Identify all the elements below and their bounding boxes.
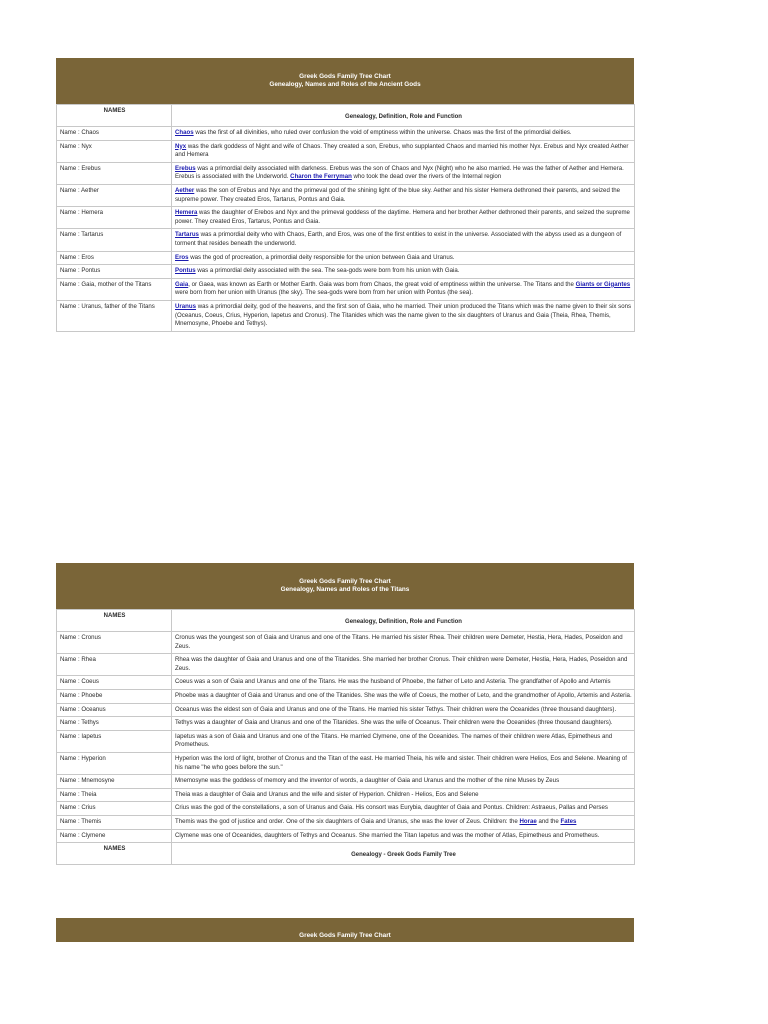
related-link[interactable]: Fates [560, 817, 577, 825]
table-row [57, 730, 635, 752]
table-row [57, 278, 635, 300]
deity-name-cell: Name : Theia [57, 788, 172, 802]
description-text: Rhea was the daughter of Gaia and Uranus and one of the Titanides. She married her brother Cronus. Their children were Demeter, Hestia, Hera, Hades, Poseidon and Zeus. [175, 656, 628, 672]
deity-name-cell: Name : Themis [57, 815, 172, 829]
deity-name-cell: Name : Hemera [57, 207, 172, 229]
table-row [57, 752, 635, 774]
description-text: was a primordial deity, god of the heavens, and the first son of Gaia, who he married. Their union produced the Titans which was the name given to their six sons (Oceanus, Coeus, Crius, Hyperion, Iapetus and Cronus). The Titanides which was the name given to the six daughters of Uranus and Gaia (Theia, Rhea, Themis, Mnemosyne, Phoebe and Tethys). [175, 302, 632, 328]
table-row [57, 802, 635, 816]
deity-name-cell: Name : Erebus [57, 162, 172, 184]
table-row [57, 127, 635, 141]
description-text: Tethys was a daughter of Gaia and Uranus and one of the Titanides. She was the wife of Oceanus. Their children were the Oceanides (three thousand daughters). [175, 719, 613, 727]
chart-header [56, 563, 634, 609]
table-row [57, 207, 635, 229]
description-text: was the son of Erebus and Nyx and the primeval god of the shining light of the blue sky. Aether and his sister Hemera dethroned their parents, and seized the supreme power. They created Eros, Tartarus, Pontus and Gaia. [175, 186, 620, 203]
description-text: Mnemosyne was the goddess of memory and the inventor of words, a daughter of Gaia and Uranus and the mother of the nine Muses by Zeus [175, 777, 560, 785]
chart-header [56, 58, 634, 104]
description-text: , or Gaea, was known as Earth or Mother Earth. Gaia was born from Chaos, the great void of emptiness within the universe. The Titans and the [188, 280, 576, 288]
related-link[interactable]: Giants or Gigantes [575, 280, 631, 288]
deity-description-cell [172, 815, 635, 829]
deity-description-cell [172, 829, 635, 843]
deity-description-cell [172, 802, 635, 816]
chart-title: Greek Gods Family Tree Chart [299, 578, 391, 585]
table-row [57, 788, 635, 802]
table-row [57, 265, 635, 279]
deity-link[interactable]: Gaia [175, 280, 189, 288]
description-text: was a primordial deity who with Chaos, Earth, and Eros, was one of the first entities to exist in the universe. Associated with the abyss used as a dungeon of torment that resides beneath the underworld. [175, 231, 622, 247]
deity-name-cell: Name : Cronus [57, 632, 172, 654]
deity-description-cell [172, 251, 635, 265]
deity-description-cell [172, 300, 635, 331]
chart-subtitle: Genealogy, Names and Roles of the Titans [280, 586, 410, 593]
deity-description-cell [172, 717, 635, 731]
table-row [57, 703, 635, 717]
description-text: Themis was the god of justice and order. One of the six daughters of Gaia and Uranus, she was the lover of Zeus. Children: the [175, 817, 520, 825]
deity-description-cell [172, 229, 635, 251]
deity-name-cell: Name : Gaia, mother of the Titans [57, 278, 172, 300]
description-text: was the dark goddess of Night and wife of Chaos. They created a son, Erebus, who supplanted Chaos and married his mother Nyx. Erebus and Nyx created Aether and Hemera [175, 142, 629, 159]
column-header-names: NAMES [57, 610, 172, 632]
deity-link[interactable]: Hemera [175, 209, 198, 217]
table-row [57, 717, 635, 731]
table-row [57, 654, 635, 676]
deity-link[interactable]: Aether [175, 186, 195, 194]
deity-name-cell: Name : Phoebe [57, 689, 172, 703]
deity-name-cell: Name : Nyx [57, 140, 172, 162]
deity-link[interactable]: Uranus [175, 302, 196, 310]
deity-name-cell: Name : Rhea [57, 654, 172, 676]
column-header-names: NAMES [57, 105, 172, 127]
description-text: Cronus was the youngest son of Gaia and Uranus and one of the Titans. He married his sister Rhea. Their children were Demeter, Hestia, Hera, Hades, Poseidon and Zeus. [175, 634, 623, 650]
deity-link[interactable]: Pontus [175, 267, 196, 275]
table-row [57, 184, 635, 206]
deity-description-cell [172, 788, 635, 802]
deity-description-cell [172, 730, 635, 752]
bottom-chart-header [56, 918, 634, 942]
chart-title: Greek Gods Family Tree Chart [299, 73, 391, 80]
table-row [57, 815, 635, 829]
deity-description-cell [172, 278, 635, 300]
description-text: who took the dead over the rivers of the Internal region [351, 173, 502, 181]
deity-description-cell [172, 265, 635, 279]
deity-description-cell [172, 752, 635, 774]
deity-name-cell: Name : Iapetus [57, 730, 172, 752]
deity-description-cell [172, 140, 635, 162]
footer-header-names: NAMES [57, 843, 172, 865]
table-row [57, 162, 635, 184]
deity-description-cell [172, 703, 635, 717]
related-link[interactable]: Charon the Ferryman [290, 173, 352, 181]
deity-name-cell: Name : Clymene [57, 829, 172, 843]
description-text: Oceanus was the eldest son of Gaia and Uranus and one of the Titans. He married his sister Tethys. Their children were the Oceanides (three thousand daughters). [175, 705, 617, 713]
ancient-gods-chart [56, 58, 634, 332]
table-row [57, 676, 635, 690]
description-text: Clymene was one of Oceanides, daughters of Tethys and Oceanus. She married the Titan Iapetus and was the mother of Atlas, Epimetheus and Prometheus. [175, 831, 600, 839]
table-row [57, 632, 635, 654]
description-text: Coeus was a son of Gaia and Uranus and one of the Titans. He was the husband of Phoebe, the father of Leto and Asteria. The grandfather of Apollo and Artemis [175, 678, 611, 686]
description-text: was a primordial deity associated with darkness. Erebus was the son of Chaos and Nyx (Night) who he also married. He was the father of Aether and Hemera. Erebus is associated with the Underworld. [175, 164, 624, 181]
description-text: Iapetus was a son of Gaia and Uranus and one of the Titans. He married Clymene, one of the Oceanides. The names of their children were Atlas, Epimetheus and Prometheus. [175, 732, 613, 749]
table-header-row [57, 610, 635, 632]
deity-name-cell: Name : Oceanus [57, 703, 172, 717]
description-text: Crius was the god of the constellations, a son of Uranus and Gaia. His consort was Eurybia, daughter of Gaia and Pontus. Children: Astraeus, Pallas and Perses [175, 804, 608, 812]
description-text: Hyperion was the lord of light, brother of Cronus and the Titan of the east. He married Theia, his wife and sister. Their children were Helios, Eos and Selene. Meaning of his name "he who goes before the sun." [175, 754, 627, 771]
genealogy-table [56, 609, 635, 865]
description-text: was a primordial deity associated with the sea. The sea-gods were born from his union with Gaia. [195, 267, 460, 275]
deity-name-cell: Name : Tethys [57, 717, 172, 731]
deity-link[interactable]: Eros [175, 253, 189, 261]
chart-subtitle: Genealogy, Names and Roles of the Ancient Gods [269, 81, 421, 88]
deity-name-cell: Name : Chaos [57, 127, 172, 141]
titans-chart [56, 563, 634, 865]
description-text: Phoebe was a daughter of Gaia and Uranus and one of the Titanides. She was the wife of Coeus, the mother of Leto, and the grandmother of Apollo, Artemis and Asteria. [175, 691, 632, 699]
table-row [57, 829, 635, 843]
description-text: were born from her union with Uranus (the sky). The sea-gods were born from her union with Pontus (the sea). [175, 289, 473, 297]
deity-name-cell: Name : Eros [57, 251, 172, 265]
deity-name-cell: Name : Aether [57, 184, 172, 206]
genealogy-table [56, 104, 635, 332]
deity-name-cell: Name : Pontus [57, 265, 172, 279]
table-row [57, 300, 635, 331]
description-text: was the daughter of Erebos and Nyx and the primeval goddess of the daytime. Hemera and her brother Aether dethroned their parents, and seized the supreme power. They created Eros, Tartarus, Pontus and Gaia. [175, 209, 630, 225]
related-link[interactable]: Horae [519, 817, 537, 825]
table-footer-row [57, 843, 635, 865]
deity-name-cell: Name : Hyperion [57, 752, 172, 774]
deity-name-cell: Name : Coeus [57, 676, 172, 690]
deity-description-cell [172, 184, 635, 206]
description-text: Theia was a daughter of Gaia and Uranus and the wife and sister of Hyperion. Children - Helios, Eos and Selene [175, 790, 479, 798]
deity-link[interactable]: Chaos [175, 129, 194, 136]
deity-name-cell: Name : Mnemosyne [57, 775, 172, 789]
deity-name-cell: Name : Uranus, father of the Titans [57, 300, 172, 331]
deity-description-cell [172, 689, 635, 703]
table-header-row [57, 105, 635, 127]
table-row [57, 229, 635, 251]
deity-link[interactable]: Tartarus [175, 231, 199, 239]
deity-name-cell: Name : Crius [57, 802, 172, 816]
deity-description-cell [172, 162, 635, 184]
table-row [57, 251, 635, 265]
deity-description-cell [172, 632, 635, 654]
deity-link[interactable]: Nyx [175, 142, 187, 150]
description-text: was the first of all divinities, who ruled over confusion the void of emptiness within the universe. Chaos was the first of the primordial deities. [193, 129, 572, 136]
column-header-genealogy: Genealogy, Definition, Role and Function [172, 105, 635, 127]
table-row [57, 140, 635, 162]
description-text: and the [536, 817, 561, 825]
column-header-genealogy: Genealogy, Definition, Role and Function [172, 610, 635, 632]
footer-header-genealogy: Genealogy - Greek Gods Family Tree [172, 843, 635, 865]
deity-description-cell [172, 654, 635, 676]
deity-link[interactable]: Erebus [175, 164, 196, 172]
table-row [57, 689, 635, 703]
description-text: was the god of procreation, a primordial deity responsible for the union between Gaia and Uranus. [188, 253, 455, 261]
deity-description-cell [172, 127, 635, 141]
deity-description-cell [172, 207, 635, 229]
deity-description-cell [172, 676, 635, 690]
deity-description-cell [172, 775, 635, 789]
deity-name-cell: Name : Tartarus [57, 229, 172, 251]
table-row [57, 775, 635, 789]
bottom-chart-title: Greek Gods Family Tree Chart [299, 932, 391, 939]
